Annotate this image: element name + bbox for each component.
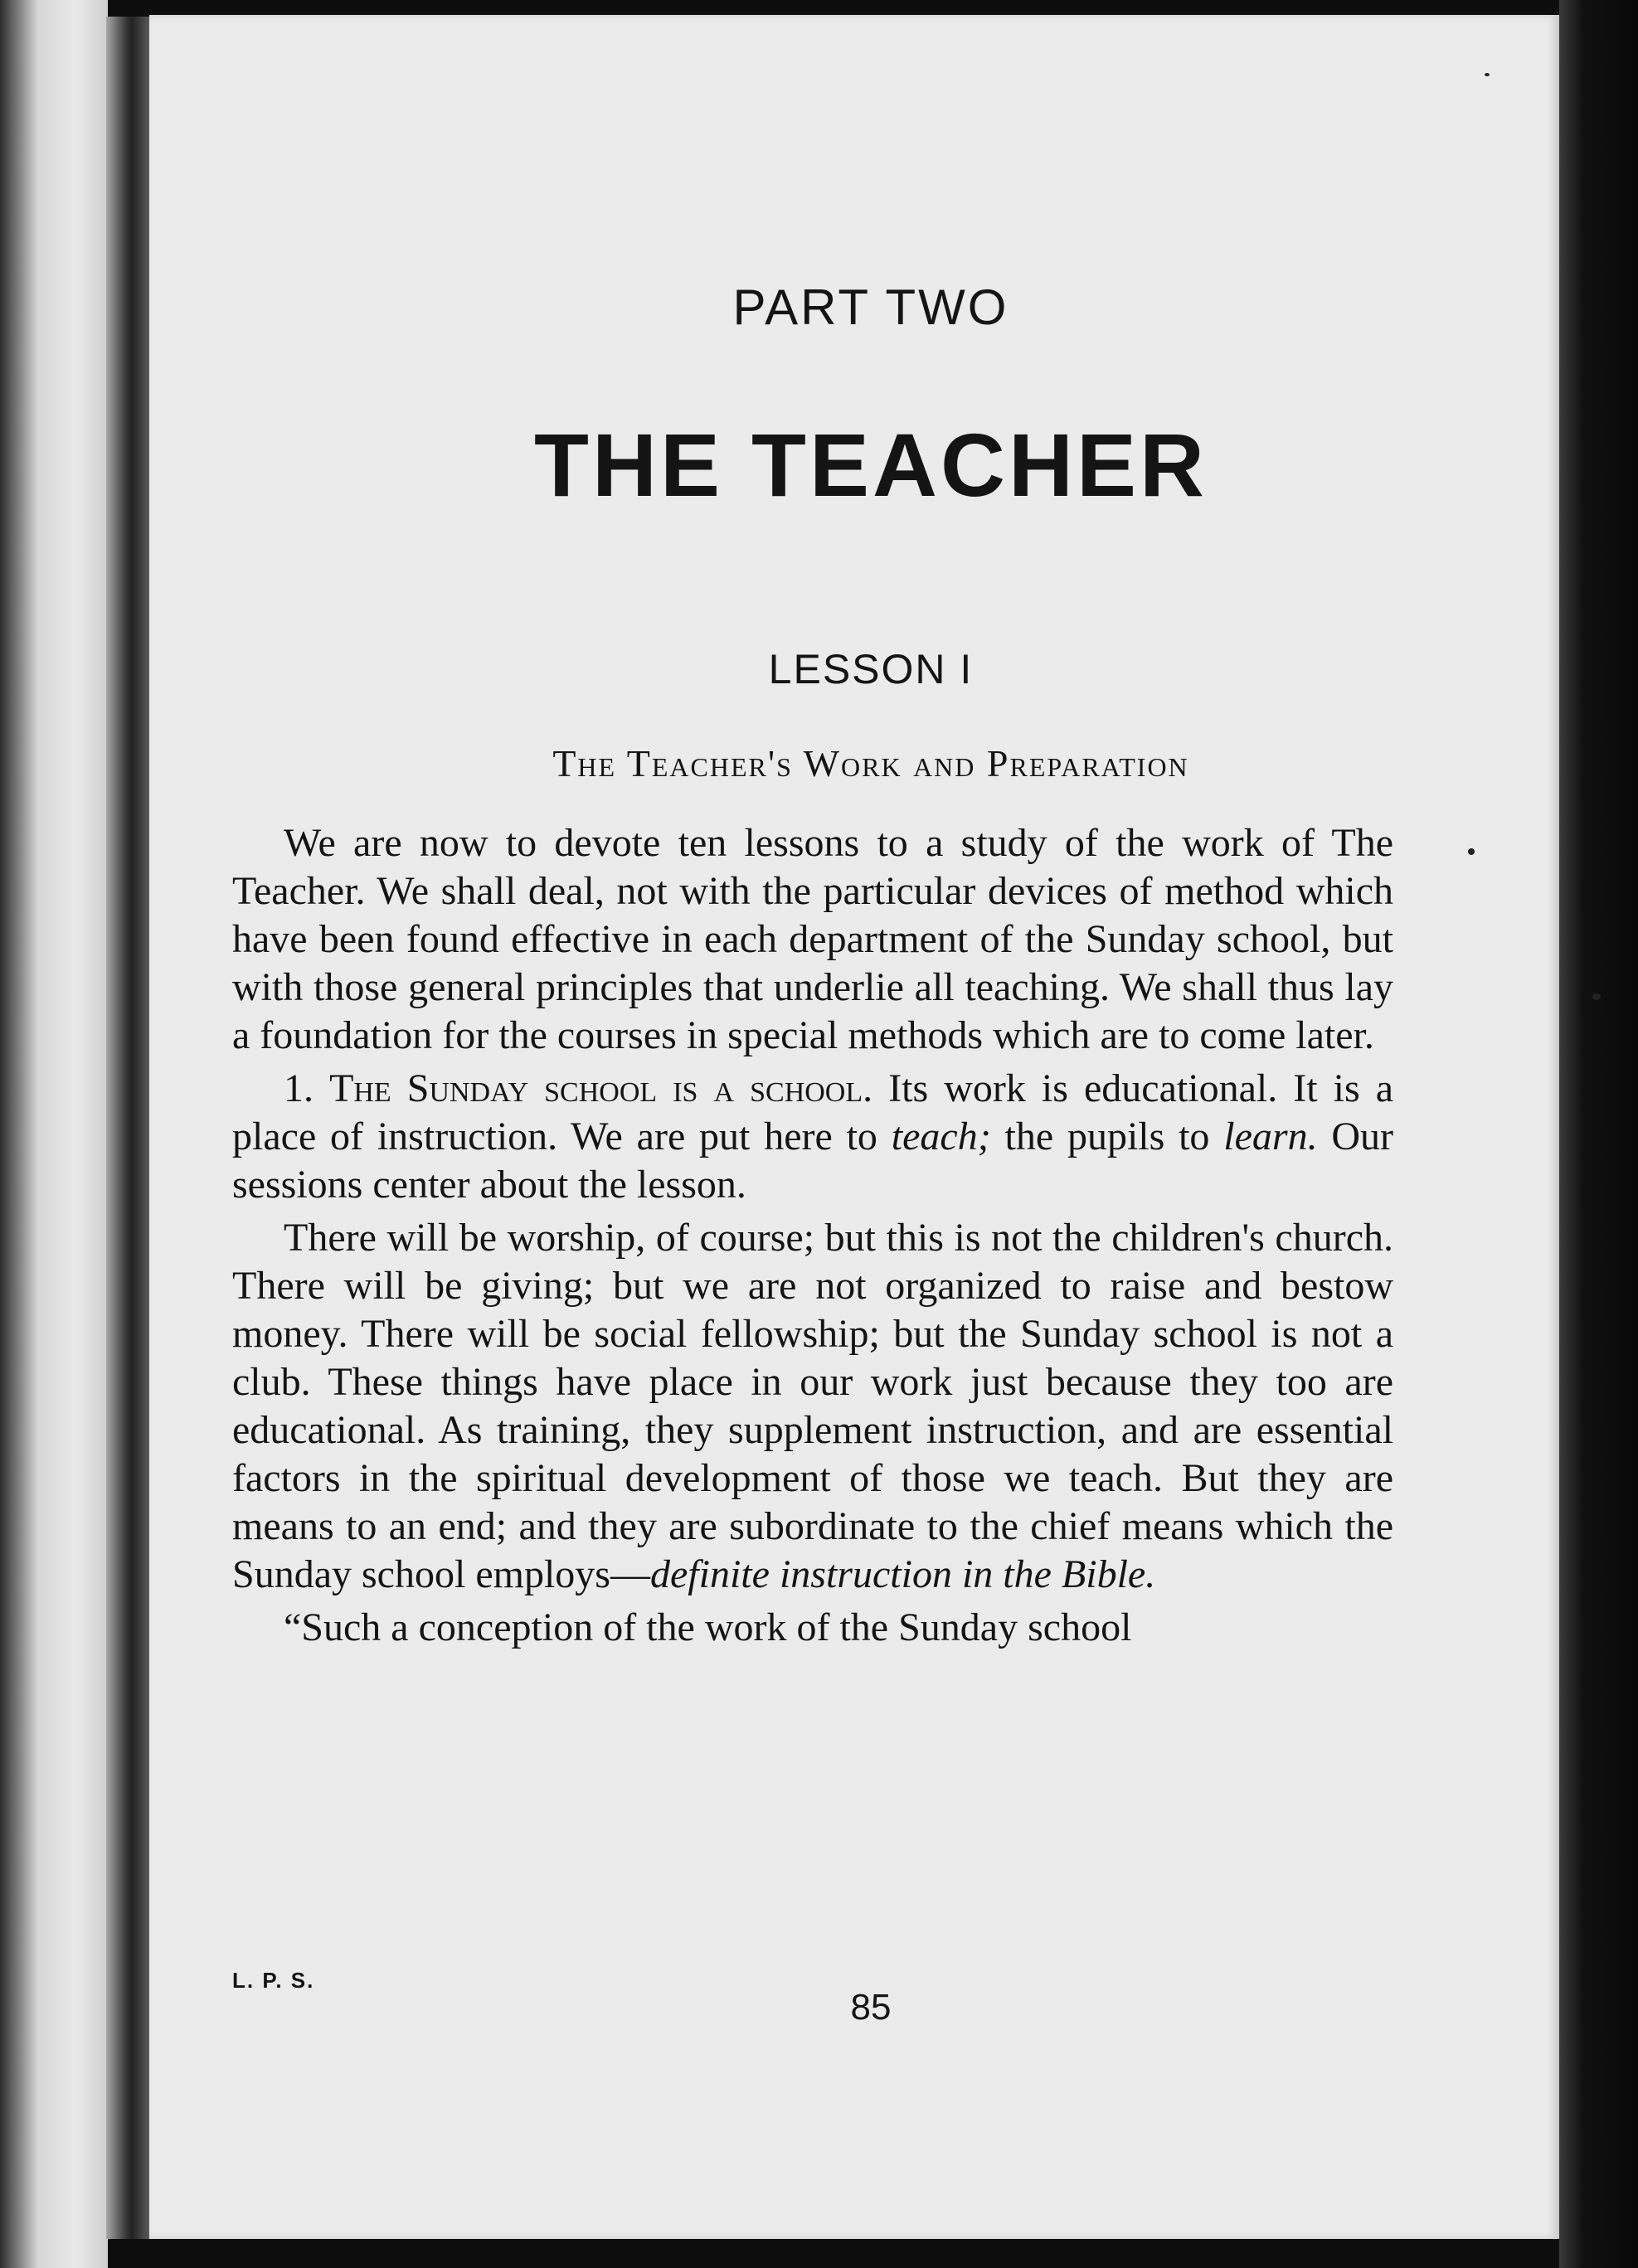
page-number: 85 bbox=[850, 1987, 892, 2028]
section-text-a: Its work is educational. It is a place of instruction. We are put here to bbox=[232, 1066, 1394, 1158]
lesson-subtitle: The Teacher's Work and Preparation bbox=[552, 742, 1189, 784]
dust-speck bbox=[1485, 73, 1490, 76]
section-text-b: the pupils to bbox=[1004, 1115, 1210, 1158]
page-title: THE TEACHER bbox=[533, 415, 1208, 515]
worship-text: There will be worship, of course; but this is not the children's church. There will be giving; but we are not organized to raise and bestow money. There will be social fellowship; but the Sunday school is not a club. These things have place in our work just because they too are educational. As training, they supplement instruction, and are essential factors in the spiritual development of those we teach. But they are means to an end; and they are subordinate to the chief means which the Sunday school employs— bbox=[232, 1216, 1393, 1596]
paragraph-section-1 bbox=[232, 1065, 1393, 1209]
book-page bbox=[149, 15, 1559, 2239]
dust-speck bbox=[1592, 993, 1601, 1000]
body-text bbox=[232, 819, 1393, 1657]
emphasis-learn: learn. bbox=[1223, 1115, 1318, 1158]
signature-initials: L. P. S. bbox=[232, 1968, 315, 1993]
part-heading: PART TWO bbox=[732, 279, 1009, 335]
paragraph-worship bbox=[232, 1214, 1393, 1599]
emphasis-bible-instruction: definite instruction in the Bible. bbox=[649, 1552, 1156, 1596]
book-binding bbox=[106, 17, 149, 2239]
section-heading: The Sunday school is a school. bbox=[329, 1066, 873, 1110]
paragraph-quote-start: “Such a conception of the work of the Sunday school bbox=[284, 1605, 1132, 1649]
facing-page-edge bbox=[0, 0, 108, 2268]
section-number: 1. bbox=[284, 1066, 314, 1110]
section-text-c: Our sessions center about the lesson. bbox=[232, 1115, 1394, 1207]
dust-speck bbox=[1468, 848, 1475, 855]
lesson-heading: LESSON I bbox=[768, 646, 974, 692]
emphasis-teach: teach; bbox=[891, 1115, 991, 1158]
scan-right-border bbox=[1559, 0, 1638, 2268]
paragraph-intro: We are now to devote ten lessons to a study of the work of The Teacher. We shall deal, not with the particular devices of method which have been found effective in each department of the Sunday school, but with those general principles that underlie all teaching. We shall thus lay a foundation for the courses in special methods which are to come later. bbox=[232, 821, 1393, 1057]
